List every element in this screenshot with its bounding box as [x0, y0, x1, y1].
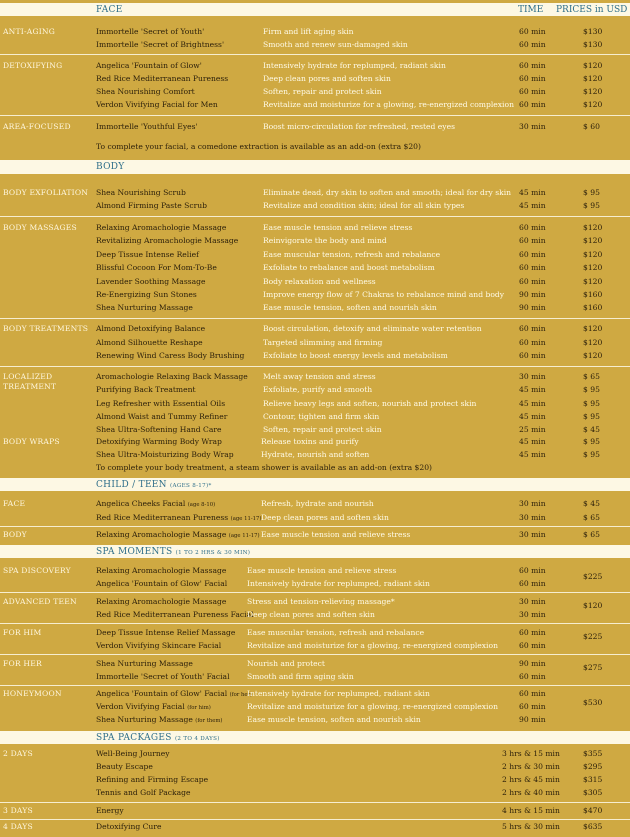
treatment-price: $120: [583, 324, 603, 333]
treatment-time: 60 min: [519, 351, 546, 360]
body-section-header: [0, 160, 630, 174]
treatment-time: 60 min: [519, 223, 546, 232]
treatment-time: 45 min: [519, 437, 546, 446]
treatment-price: $120: [583, 87, 603, 96]
treatment-description: Intensively hydrate for replumped, radiant skin: [263, 61, 446, 70]
treatment-description: Deep clean pores and soften skin: [261, 513, 389, 522]
treatment-description: Deep clean pores and soften skin: [263, 74, 391, 83]
divider: [0, 54, 630, 55]
treatment-time: 30 min: [519, 597, 546, 606]
treatment-price: $120: [583, 236, 603, 245]
treatment-time: 60 min: [519, 87, 546, 96]
treatment-name: [96, 530, 260, 539]
section-title: FACE: [96, 5, 123, 15]
category-honeymoon: HONEYMOON: [3, 689, 62, 698]
treatment-price: $ 95: [583, 201, 600, 210]
divider: [0, 115, 630, 116]
treatment-price: $ 95: [583, 412, 600, 421]
treatment-time: 30 min: [519, 610, 546, 619]
category-child-body: BODY: [3, 530, 27, 539]
treatment-name: Angelica 'Fountain of Glow' Facial: [96, 579, 228, 588]
treatment-description: Revitalize and moisturize for a glowing, re-energized complexion: [247, 702, 498, 711]
divider: [0, 318, 630, 319]
treatment-price: $120: [583, 61, 603, 70]
treatment-description: Targeted slimming and firming: [263, 338, 383, 347]
divider: [0, 366, 630, 367]
treatment-description: Eliminate dead, dry skin to soften and smooth; ideal for dry skin: [263, 188, 512, 197]
treatment-time: 60 min: [519, 689, 546, 698]
package-name: Tennis and Golf Package: [96, 788, 191, 797]
treatment-description: Intensively hydrate for replumped, radiant skin: [247, 579, 430, 588]
treatment-description: Ease muscle tension, soften and nourish skin: [263, 303, 437, 312]
treatment-price: $ 95: [583, 399, 600, 408]
treatment-time: 30 min: [519, 513, 546, 522]
treatment-description: Ease muscle tension and relieve stress: [247, 566, 397, 575]
treatment-name: Immortelle 'Youthful Eyes': [96, 122, 198, 131]
category-three-days: 3 DAYS: [3, 806, 33, 815]
package-name: Beauty Escape: [96, 762, 153, 771]
treatment-name: Red Rice Mediterranean Pureness: [96, 74, 229, 83]
treatment-time: 90 min: [519, 290, 546, 299]
treatment-description: Boost micro-circulation for refreshed, rested eyes: [263, 122, 455, 131]
treatment-name: Blissful Cocoon For Mom-To-Be: [96, 263, 217, 272]
treatment-name-text: Verdon Vivifying Facial: [96, 702, 185, 711]
treatment-time: 60 min: [519, 628, 546, 637]
treatment-time: 45 min: [519, 201, 546, 210]
treatment-price: $120: [583, 223, 603, 232]
treatment-description: Relieve heavy legs and soften, nourish and protect skin: [263, 399, 477, 408]
package-price: $315: [583, 775, 603, 784]
treatment-time: 60 min: [519, 672, 546, 681]
treatment-description: Revitalize and moisturize for a glowing, re-energized complexion: [247, 641, 498, 650]
divider: [0, 685, 630, 686]
treatment-description: Improve energy flow of 7 Chakras to rebalance mind and body: [263, 290, 505, 299]
treatment-price: $120: [583, 351, 603, 360]
divider: [0, 216, 630, 217]
treatment-name-text: Angelica 'Fountain of Glow' Facial: [96, 689, 228, 698]
treatment-price: $120: [583, 100, 603, 109]
treatment-name: Shea Nourishing Comfort: [96, 87, 195, 96]
treatment-time: 60 min: [519, 27, 546, 36]
treatment-description: Exfoliate, purify and smooth: [263, 385, 373, 394]
treatment-description: Revitalize and moisturize for a glowing, re-energized complexion: [263, 100, 514, 109]
divider: [0, 526, 630, 527]
time-column-header: TIME: [518, 5, 544, 15]
treatment-price: $ 95: [583, 437, 600, 446]
age-range-note: (AGES 8-17)*: [170, 483, 212, 489]
treatment-time: 60 min: [519, 338, 546, 347]
treatment-time: 60 min: [519, 277, 546, 286]
treatment-price: $160: [583, 303, 603, 312]
treatment-name: [96, 499, 215, 508]
treatment-name-text: Angelica Cheeks Facial: [96, 499, 186, 508]
treatment-description: Ease muscular tension, refresh and rebalance: [263, 250, 441, 259]
treatment-name: [96, 513, 261, 522]
treatment-name: Immortelle 'Secret of Youth': [96, 27, 205, 36]
age-note: (age 8-10): [187, 502, 216, 508]
treatment-price: $120: [583, 74, 603, 83]
treatment-description: Revitalize and condition skin; ideal for all skin types: [263, 201, 465, 210]
divider: [0, 623, 630, 624]
treatment-time: 45 min: [519, 385, 546, 394]
treatment-time: 60 min: [519, 74, 546, 83]
treatment-description: Hydrate, nourish and soften: [261, 450, 370, 459]
treatment-time: 60 min: [519, 579, 546, 588]
treatment-time: 30 min: [519, 122, 546, 131]
package-price: $120: [583, 601, 603, 610]
treatment-name: Detoxifying Warming Body Wrap: [96, 437, 222, 446]
category-area-focused: AREA-FOCUSED: [3, 122, 71, 131]
treatment-description: Boost circulation, detoxify and eliminate water retention: [263, 324, 482, 333]
category-two-days: 2 DAYS: [3, 749, 33, 758]
treatment-price: $120: [583, 277, 603, 286]
category-body-treatments: BODY TREATMENTS: [3, 324, 89, 333]
divider: [0, 819, 630, 820]
category-localized-treatment: LOCALIZED TREATMENT: [3, 372, 57, 391]
treatment-name: [96, 715, 222, 724]
package-price: $225: [583, 572, 603, 581]
treatment-description: Melt away tension and stress: [263, 372, 376, 381]
package-time: 3 hrs & 15 min: [502, 749, 560, 758]
treatment-name: Renewing Wind Caress Body Brushing: [96, 351, 245, 360]
package-time: 5 hrs & 30 min: [502, 822, 560, 831]
treatment-description: Ease muscle tension, soften and nourish skin: [247, 715, 421, 724]
treatment-name: Purifying Back Treatment: [96, 385, 196, 394]
child-teen-section-header: [0, 478, 630, 491]
treatment-name: Immortelle 'Secret of Youth' Facial: [96, 672, 230, 681]
package-price: $295: [583, 762, 603, 771]
section-title: SPA PACKAGES: [96, 733, 172, 743]
treatment-time: 60 min: [519, 236, 546, 245]
treatment-time: 60 min: [519, 641, 546, 650]
recipient-note: (for them): [195, 718, 223, 724]
package-price: $470: [583, 806, 603, 815]
treatment-name-text: Relaxing Aromachologie Massage: [96, 530, 227, 539]
package-price: $635: [583, 822, 603, 831]
divider: [0, 592, 630, 593]
treatment-description: Ease muscular tension, refresh and rebalance: [247, 628, 425, 637]
treatment-description: Deep clean pores and soften skin: [247, 610, 375, 619]
age-note: (age 11-17): [228, 533, 260, 539]
treatment-name-text: Red Rice Mediterranean Pureness: [96, 513, 229, 522]
category-advanced-teen: ADVANCED TEEN: [3, 597, 77, 606]
package-time: 2 hrs & 45 min: [502, 775, 560, 784]
treatment-time: 45 min: [519, 399, 546, 408]
treatment-name: [96, 702, 211, 711]
treatment-price: $130: [583, 27, 603, 36]
package-time: 4 hrs & 15 min: [502, 806, 560, 815]
treatment-name: Verdon Vivifying Skincare Facial: [96, 641, 222, 650]
treatment-time: 90 min: [519, 303, 546, 312]
treatment-description: Intensively hydrate for replumped, radiant skin: [247, 689, 430, 698]
treatment-time: 90 min: [519, 659, 546, 668]
treatment-price: $ 65: [583, 530, 600, 539]
divider: [0, 802, 630, 803]
treatment-price: $ 65: [583, 372, 600, 381]
treatment-name: [96, 689, 252, 698]
treatment-price: $ 95: [583, 188, 600, 197]
treatment-price: $120: [583, 250, 603, 259]
treatment-name: Shea Nurturing Massage: [96, 659, 193, 668]
section-title: BODY: [96, 162, 125, 172]
treatment-time: 60 min: [519, 100, 546, 109]
divider: [0, 654, 630, 655]
treatment-description: Soften, repair and protect skin: [263, 425, 382, 434]
treatment-price: $120: [583, 338, 603, 347]
treatment-time: 60 min: [519, 566, 546, 575]
spa-packages-section-header: [0, 731, 630, 744]
treatment-price: $ 60: [583, 122, 600, 131]
treatment-description: Soften, repair and protect skin: [263, 87, 382, 96]
treatment-name: Relaxing Aromachologie Massage: [96, 597, 227, 606]
treatment-description: Reinvigorate the body and mind: [263, 236, 387, 245]
treatment-description: Contour, tighten and firm skin: [263, 412, 380, 421]
treatment-description: Nourish and protect: [247, 659, 325, 668]
section-title: SPA MOMENTS: [96, 547, 173, 557]
treatment-price: $120: [583, 263, 603, 272]
treatment-description: Release toxins and purify: [261, 437, 359, 446]
treatment-time: 60 min: [519, 263, 546, 272]
treatment-name: Revitalizing Aromachologie Massage: [96, 236, 239, 245]
treatment-time: 45 min: [519, 412, 546, 421]
price-column-header: PRICES in USD: [556, 5, 628, 15]
treatment-name: Relaxing Aromachologie Massage: [96, 566, 227, 575]
treatment-name: Lavender Soothing Massage: [96, 277, 206, 286]
treatment-price: $130: [583, 40, 603, 49]
treatment-price: $ 95: [583, 385, 600, 394]
category-for-him: FOR HIM: [3, 628, 42, 637]
treatment-description: Smooth and firm aging skin: [247, 672, 354, 681]
treatment-time: 45 min: [519, 188, 546, 197]
treatment-name: Red Rice Mediterranean Pureness Facial: [96, 610, 254, 619]
package-name: Energy: [96, 806, 124, 815]
treatment-name-text: Shea Nurturing Massage: [96, 715, 193, 724]
category-body-massages: BODY MASSAGES: [3, 223, 77, 232]
category-body-wraps: BODY WRAPS: [3, 437, 60, 446]
treatment-name: Almond Waist and Tummy Refiner: [96, 412, 228, 421]
treatment-description: Exfoliate to boost energy levels and metabolism: [263, 351, 448, 360]
treatment-description: Body relaxation and wellness: [263, 277, 376, 286]
treatment-time: 25 min: [519, 425, 546, 434]
treatment-time: 60 min: [519, 40, 546, 49]
package-time: 2 hrs & 30 min: [502, 762, 560, 771]
spa-moments-section-header: [0, 545, 630, 558]
treatment-name: Almond Silhouette Reshape: [96, 338, 203, 347]
treatment-time: 30 min: [519, 372, 546, 381]
treatment-price: $ 65: [583, 513, 600, 522]
package-name: Detoxifying Cure: [96, 822, 162, 831]
treatment-time: 90 min: [519, 715, 546, 724]
treatment-name: Aromachologie Relaxing Back Massage: [96, 372, 248, 381]
treatment-name: Shea Nourishing Scrub: [96, 188, 186, 197]
duration-note: (2 TO 4 DAYS): [174, 736, 220, 742]
treatment-price: $ 95: [583, 450, 600, 459]
face-section-header: [0, 3, 630, 16]
treatment-time: 30 min: [519, 499, 546, 508]
treatment-time: 60 min: [519, 702, 546, 711]
treatment-description: Firm and lift aging skin: [263, 27, 354, 36]
treatment-name: Almond Detoxifying Balance: [96, 324, 206, 333]
treatment-price: $ 45: [583, 425, 600, 434]
treatment-time: 60 min: [519, 250, 546, 259]
package-time: 2 hrs & 40 min: [502, 788, 560, 797]
treatment-name: Relaxing Aromachologie Massage: [96, 223, 227, 232]
treatment-name: Shea Ultra-Softening Hand Care: [96, 425, 222, 434]
treatment-name: Shea Ultra-Moisturizing Body Wrap: [96, 450, 234, 459]
treatment-name: Re-Energizing Sun Stones: [96, 290, 197, 299]
package-price: $530: [583, 698, 603, 707]
age-note: (age 11-17): [230, 516, 262, 522]
treatment-time: 60 min: [519, 324, 546, 333]
package-price: $355: [583, 749, 603, 758]
treatment-description: Ease muscle tension and relieve stress: [263, 223, 413, 232]
package-name: Refining and Firming Escape: [96, 775, 209, 784]
treatment-price: $160: [583, 290, 603, 299]
recipient-note: (for her): [229, 692, 253, 698]
category-spa-discovery: SPA DISCOVERY: [3, 566, 71, 575]
treatment-time: 45 min: [519, 450, 546, 459]
category-detoxifying: DETOXIFYING: [3, 61, 63, 70]
treatment-description: Stress and tension-relieving massage*: [247, 597, 395, 606]
section-title: CHILD / TEEN: [96, 480, 167, 490]
facial-addon-note: To complete your facial, a comedone extraction is available as an add-on (extra $20): [96, 142, 421, 151]
treatment-name: Deep Tissue Intense Relief: [96, 250, 199, 259]
treatment-name: Leg Refresher with Essential Oils: [96, 399, 226, 408]
treatment-name: Deep Tissue Intense Relief Massage: [96, 628, 236, 637]
category-body-exfoliation: BODY EXFOLIATION: [3, 188, 89, 197]
recipient-note: (for him): [187, 705, 211, 711]
treatment-name: Immortelle 'Secret of Brightness': [96, 40, 225, 49]
treatment-description: Smooth and renew sun-damaged skin: [263, 40, 408, 49]
package-name: Well-Being Journey: [96, 749, 170, 758]
treatment-name: Almond Firming Paste Scrub: [96, 201, 207, 210]
treatment-time: 30 min: [519, 530, 546, 539]
treatment-description: Exfoliate to rebalance and boost metabolism: [263, 263, 435, 272]
treatment-name: Shea Nurturing Massage: [96, 303, 193, 312]
treatment-time: 60 min: [519, 61, 546, 70]
treatment-price: $ 45: [583, 499, 600, 508]
package-price: $305: [583, 788, 603, 797]
category-anti-aging: ANTI-AGING: [3, 27, 56, 36]
package-price: $225: [583, 632, 603, 641]
treatment-description: Refresh, hydrate and nourish: [261, 499, 374, 508]
treatment-description: Ease muscle tension and relieve stress: [261, 530, 411, 539]
package-price: $275: [583, 663, 603, 672]
body-addon-note: To complete your body treatment, a steam shower is available as an add-on (extra $20): [96, 463, 433, 472]
category-child-face: FACE: [3, 499, 26, 508]
category-four-days: 4 DAYS: [3, 822, 33, 831]
treatment-name: Verdon Vivifying Facial for Men: [96, 100, 218, 109]
category-for-her: FOR HER: [3, 659, 42, 668]
treatment-name: Angelica 'Fountain of Glow': [96, 61, 202, 70]
duration-note: (1 TO 2 HRS & 30 MIN): [175, 550, 251, 556]
